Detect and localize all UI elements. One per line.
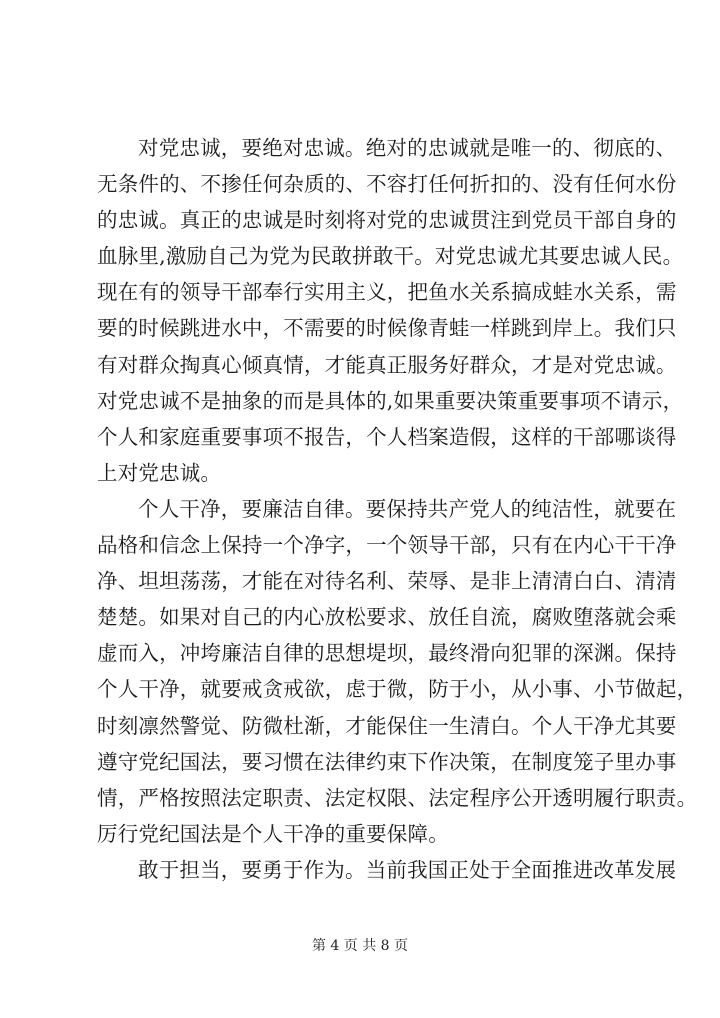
paragraph-integrity xyxy=(97,491,698,852)
text-line: 时刻凛然警觉、防微杜渐，才能保住一生清白。个人干净尤其要 xyxy=(97,713,677,738)
text-line: 对党忠诚，要绝对忠诚。绝对的忠诚就是唯一的、彻底的、 xyxy=(138,136,677,160)
text-line: 情，严格按照法定职责、法定权限、法定程序公开透明履行职责。 xyxy=(97,785,698,810)
text-line: 遵守党纪国法，要习惯在法律约束下作决策，在制度笼子里办事 xyxy=(97,749,677,774)
text-line: 敢于担当，要勇于作为。当前我国正处于全面推进改革发展 xyxy=(138,857,677,882)
text-line: 虚而入，冲垮廉洁自律的思想堤坝，最终滑向犯罪的深渊。保持 xyxy=(97,641,677,666)
text-line: 净、坦坦荡荡，才能在对待名利、荣辱、是非上清清白白、清清 xyxy=(97,569,677,594)
paragraph-responsibility xyxy=(97,852,677,888)
text-line: 上对党忠诚。 xyxy=(97,460,222,485)
text-line: 个人干净，要廉洁自律。要保持共产党人的纯洁性，就要在 xyxy=(138,496,677,521)
paragraph-loyalty xyxy=(97,130,684,491)
document-body xyxy=(97,130,698,888)
text-line: 要的时候跳进水中，不需要的时候像青蛙一样跳到岸上。我们只 xyxy=(97,316,677,341)
text-line: 楚楚。如果对自己的内心放松要求、放任自流，腐败堕落就会乘 xyxy=(97,605,677,630)
text-line: 厉行党纪国法是个人干净的重要保障。 xyxy=(97,821,449,846)
text-line: 对党忠诚不是抽象的而是具体的,如果重要决策重要事项不请示， xyxy=(97,388,684,413)
text-line: 个人和家庭重要事项不报告，个人档案造假，这样的干部哪谈得 xyxy=(97,424,677,449)
text-line: 血脉里,激励自己为党为民敢拼敢干。对党忠诚尤其要忠诚人民。 xyxy=(97,244,684,269)
text-line: 有对群众掏真心倾真情，才能真正服务好群众，才是对党忠诚。 xyxy=(97,352,677,377)
text-line: 无条件的、不掺任何杂质的、不容打任何折扣的、没有任何水份 xyxy=(97,172,677,197)
text-line: 的忠诚。真正的忠诚是时刻将对党的忠诚贯注到党员干部自身的 xyxy=(97,208,677,233)
text-line: 品格和信念上保持一个净字，一个领导干部，只有在内心干干净 xyxy=(97,533,677,558)
page-footer: 第 4 页 共 8 页 xyxy=(311,938,409,954)
text-line: 现在有的领导干部奉行实用主义，把鱼水关系搞成蛙水关系，需 xyxy=(97,280,677,305)
text-line: 个人干净，就要戒贪戒欲，虑于微，防于小，从小事、小节做起， xyxy=(97,677,698,702)
